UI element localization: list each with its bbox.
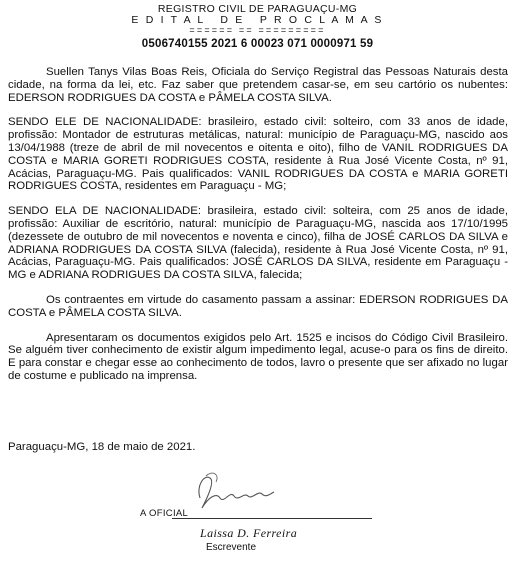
place-date: Paraguaçu-MG, 18 de maio de 2021. xyxy=(8,441,196,453)
bride-paragraph: SENDO ELA DE NACIONALIDADE: brasileira, estado civil: solteira, com 25 anos de idade, profissão: Auxiliar de escritório, natural: município de Paraguaçu-MG, nascida aos 17/10/1995 (dezessete de outubro de mil novecentos e noventa e cinco), filha de JOSÉ CARLOS DA SILVA e ADRIANA RODRIGUES DA COSTA SILVA (falecida), residente à Rua José Vicente Costa, nº 91, Acácias, Paraguaçu-MG. Pais qualificados: JOSÉ CARLOS DA SILVA, residente em Paraguaçu - MG e ADRIANA RODRIGUES DA COSTA SILVA, falecida; xyxy=(8,205,508,282)
legal-notice-paragraph: Apresentaram os documentos exigidos pelo Art. 1525 e incisos do Código Civil Brasileiro. Se alguém tiver conhecimento de existir algum impedimento legal, acuse-o para os fins de direito. E para constar e chegar esse ao conhecimento de todos, lavro o presente que ser afixado no lugar de costume e publicado na imprensa. xyxy=(8,331,508,382)
signer-name: Laissa D. Ferreira xyxy=(200,526,298,540)
signer-role: Escrevente xyxy=(206,542,257,553)
registry-code: 0506740155 2021 6 00023 071 0000971 59 xyxy=(141,38,374,50)
signature-names-paragraph: Os contraentes em virtude do casamento passam a assinar: EDERSON RODRIGUES DA COSTA e PÂMELA COSTA SILVA. xyxy=(8,293,508,319)
office-name: REGISTRO CIVIL DE PARAGUAÇU-MG xyxy=(157,3,358,15)
document-title: E D I T A L D E P R O C L A M A S xyxy=(131,14,384,26)
signature-label: A OFICIAL xyxy=(140,508,189,519)
groom-paragraph: SENDO ELE DE NACIONALIDADE: brasileiro, estado civil: solteiro, com 33 anos de idade, profissão: Montador de estruturas metálicas, natural: município de Paraguaçu-MG, nascido aos 13/04/1988 (treze de abril de mil novecentos e oitenta e oito), filho de VANIL RODRIGUES DA COSTA e MARIA GORETI RODRIGUES COSTA, residente à Rua José Vicente Costa, nº 91, Acácias, Paraguaçu-MG. Pais qualificados: VANIL RODRIGUES DA COSTA e MARIA GORETI RODRIGUES COSTA, residentes em Paraguaçu - MG; xyxy=(8,116,508,193)
intro-paragraph: Suellen Tanys Vilas Boas Reis, Oficiala do Serviço Registral das Pessoas Naturais desta cidade, na forma da lei, etc. Faz saber que pretendem casar-se, em seu cartório os nubentes: EDERSON RODRIGUES DA COSTA e PÂMELA COSTA SILVA. xyxy=(8,66,508,104)
title-underline: ====== == ========= xyxy=(189,25,326,35)
signature-block xyxy=(140,468,380,558)
document-body xyxy=(8,66,508,395)
document-header xyxy=(0,4,515,50)
handwritten-signature-icon xyxy=(190,468,280,516)
signature-line xyxy=(172,518,372,519)
